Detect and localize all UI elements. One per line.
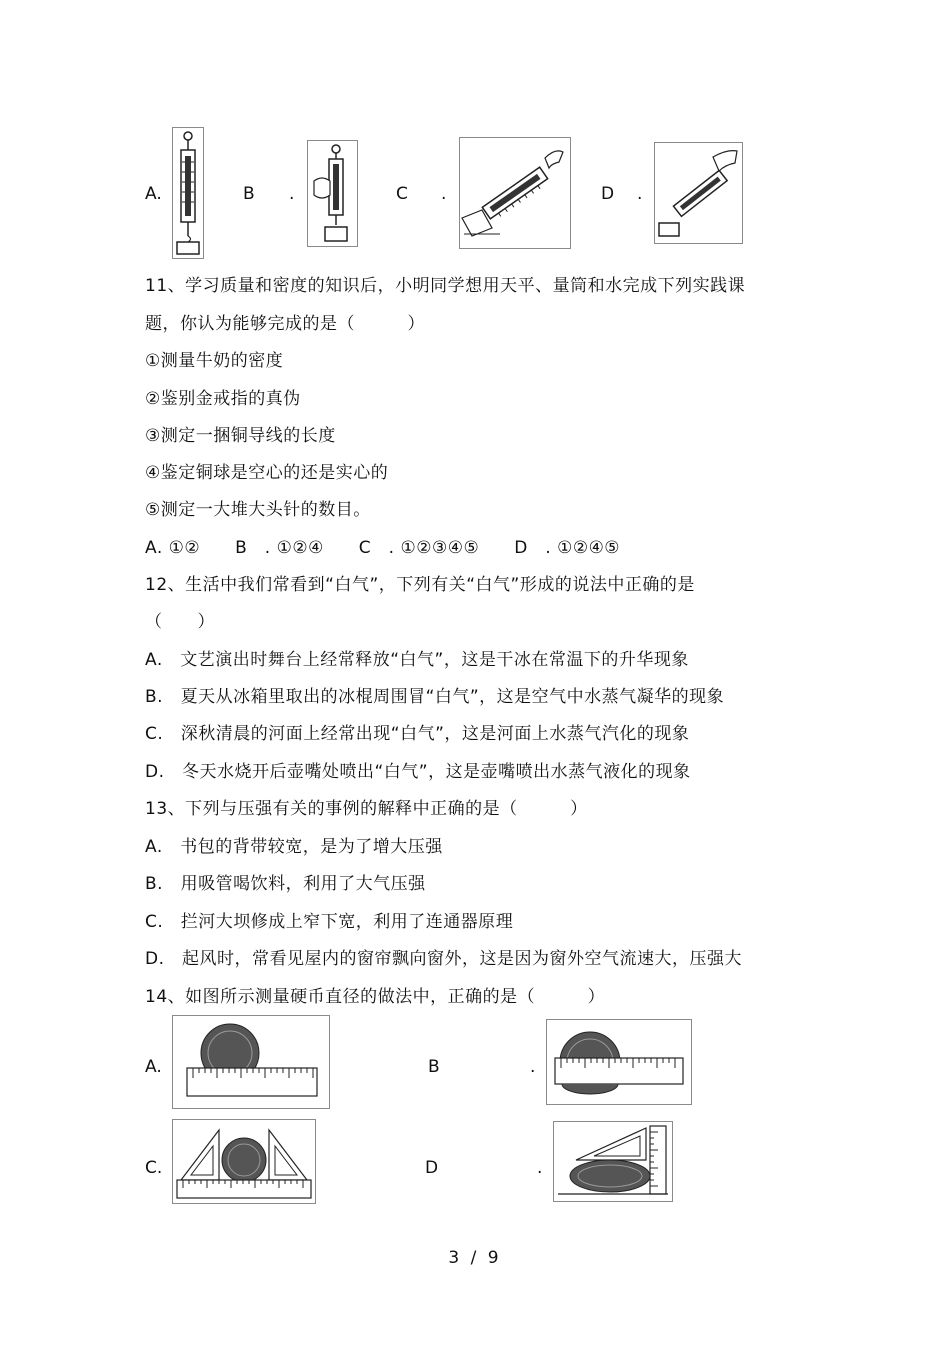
page-number: 3 / 9 — [448, 1248, 502, 1268]
q14-option-c-label: C. — [145, 1158, 163, 1178]
q11-options: A. ①② B . ①②④ C . ①②③④⑤ D . ①②④⑤ — [145, 538, 621, 558]
q12-option-c: C. 深秋清晨的河面上经常出现“白气”，这是河面上水蒸气汽化的现象 — [145, 724, 690, 744]
q13-option-c: C. 拦河大坝修成上窄下宽，利用了连通器原理 — [145, 912, 514, 932]
q14-option-a-label: A. — [145, 1057, 162, 1077]
q10-option-d-dot: . — [637, 184, 643, 204]
q11-item-2: ②鉴别金戒指的真伪 — [145, 389, 301, 409]
q12-stem-line-1: 12、生活中我们常看到“白气”，下列有关“白气”形成的说法中正确的是 — [145, 575, 695, 595]
q10-option-c-label: C — [396, 184, 408, 204]
q14-coin-ruler-d-figure — [553, 1121, 673, 1202]
q14-option-b-label: B — [428, 1057, 440, 1077]
q11-item-5: ⑤测定一大堆大头针的数目。 — [145, 500, 371, 520]
q13-option-d: D. 起风时，常看见屋内的窗帘飘向窗外，这是因为窗外空气流速大，压强大 — [145, 949, 742, 969]
q10-option-d-label: D — [601, 184, 615, 204]
q12-stem-line-2: （ ） — [145, 612, 215, 632]
q11-item-1: ①测量牛奶的密度 — [145, 351, 284, 371]
q13-option-b: B. 用吸管喝饮料，利用了大气压强 — [145, 874, 426, 894]
q10-option-b-dot: . — [289, 184, 295, 204]
q12-option-a: A. 文艺演出时舞台上经常释放“白气”，这是干冰在常温下的升华现象 — [145, 650, 689, 670]
q13-stem: 13、下列与压强有关的事例的解释中正确的是（ ） — [145, 799, 588, 819]
q10-spring-scale-b-figure — [307, 140, 358, 247]
q14-coin-triangles-c-figure — [172, 1119, 316, 1204]
q14-option-b-dot: . — [530, 1057, 536, 1077]
q10-option-a-label: A. — [145, 184, 162, 204]
q14-stem: 14、如图所示测量硬币直径的做法中，正确的是（ ） — [145, 987, 606, 1007]
q14-coin-ruler-a-figure — [172, 1015, 330, 1109]
q14-coin-ruler-b-figure — [546, 1019, 692, 1105]
q14-option-d-dot: . — [537, 1158, 543, 1178]
q13-option-a: A. 书包的背带较宽，是为了增大压强 — [145, 837, 443, 857]
q11-stem-line-1: 11、学习质量和密度的知识后，小明同学想用天平、量筒和水完成下列实践课 — [145, 276, 746, 296]
q10-spring-scale-d-figure — [654, 142, 743, 244]
q10-spring-scale-c-figure — [459, 137, 571, 249]
q11-item-4: ④鉴定铜球是空心的还是实心的 — [145, 463, 389, 483]
q11-stem-line-2: 题，你认为能够完成的是（ ） — [145, 314, 425, 334]
q10-option-b-label: B — [243, 184, 255, 204]
q10-spring-scale-a-figure — [172, 127, 204, 259]
q12-option-b: B. 夏天从冰箱里取出的冰棍周围冒“白气”，这是空气中水蒸气凝华的现象 — [145, 687, 725, 707]
q14-option-d-label: D — [425, 1158, 439, 1178]
q10-option-c-dot: . — [441, 184, 447, 204]
q11-item-3: ③测定一捆铜导线的长度 — [145, 426, 336, 446]
q12-option-d: D. 冬天水烧开后壶嘴处喷出“白气”，这是壶嘴喷出水蒸气液化的现象 — [145, 762, 691, 782]
